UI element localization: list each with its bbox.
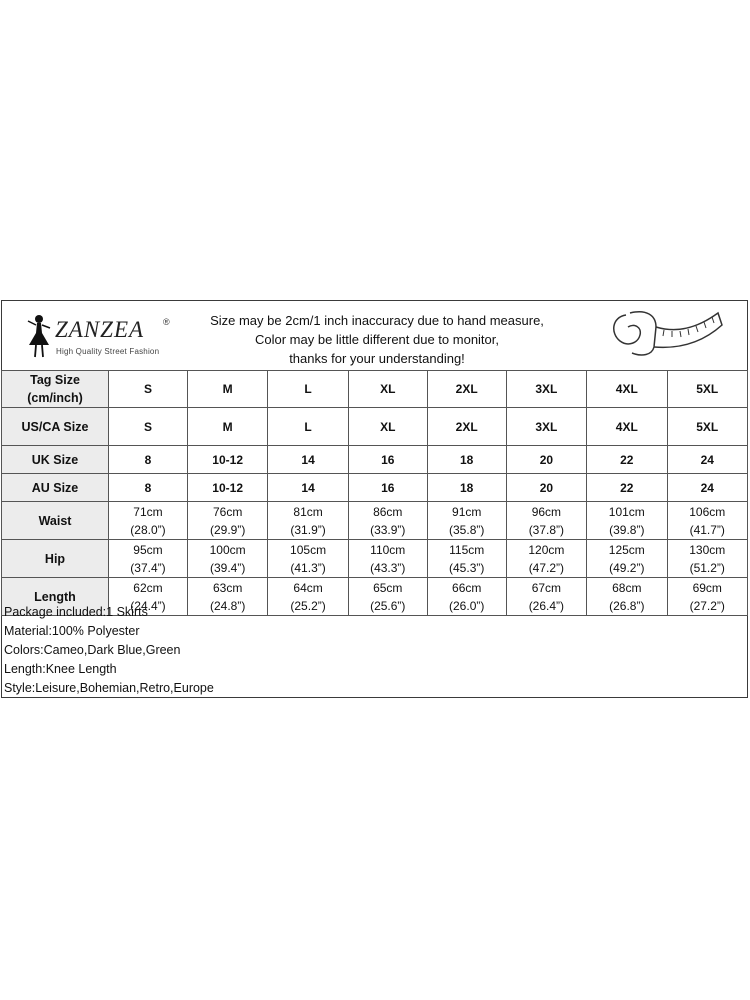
table-cell: 20 (506, 446, 586, 474)
table-row (2, 408, 748, 446)
table-cell: L (268, 371, 348, 408)
table-cell: XL (348, 371, 427, 408)
table-cell: 22 (587, 474, 667, 502)
table-cell: 100cm (39.4”) (187, 540, 267, 578)
table-cell: 10-12 (187, 446, 267, 474)
table-cell: 64cm (25.2”) (268, 578, 348, 616)
table-row (2, 446, 748, 474)
table-row (2, 371, 748, 408)
table-cell: 24 (667, 474, 748, 502)
row-header: UK Size (2, 446, 109, 474)
row-header: US/CA Size (2, 408, 109, 446)
table-cell: S (109, 408, 188, 446)
table-cell: 67cm (26.4”) (506, 578, 586, 616)
table-cell: M (187, 408, 267, 446)
table-cell: 115cm (45.3”) (427, 540, 506, 578)
table-cell: 5XL (667, 408, 748, 446)
table-row (2, 474, 748, 502)
row-header: Length (2, 578, 109, 616)
info-style: Style:Leisure,Bohemian,Retro,Europe (4, 681, 214, 695)
table-cell: 106cm (41.7”) (667, 502, 748, 540)
table-cell: 69cm (27.2”) (667, 578, 748, 616)
table-cell: 2XL (427, 371, 506, 408)
measuring-tape-icon (606, 303, 726, 369)
info-package: Package included:1 Skirts (4, 605, 148, 619)
table-cell: 65cm (25.6”) (348, 578, 427, 616)
row-header: AU Size (2, 474, 109, 502)
table-cell: 10-12 (187, 474, 267, 502)
table-cell: 68cm (26.8”) (587, 578, 667, 616)
table-cell: S (109, 371, 188, 408)
table-cell: 63cm (24.8”) (187, 578, 267, 616)
table-cell: 96cm (37.8”) (506, 502, 586, 540)
table-cell: 24 (667, 446, 748, 474)
table-cell: 16 (348, 446, 427, 474)
table-cell: 110cm (43.3”) (348, 540, 427, 578)
table-cell: 81cm (31.9”) (268, 502, 348, 540)
brand-registered-mark: ® (163, 317, 170, 327)
table-cell: 4XL (587, 408, 667, 446)
table-cell: 130cm (51.2”) (667, 540, 748, 578)
table-cell: 8 (109, 446, 188, 474)
brand-tagline: High Quality Street Fashion (56, 347, 160, 356)
table-cell: 125cm (49.2”) (587, 540, 667, 578)
table-cell: M (187, 371, 267, 408)
table-cell: L (268, 408, 348, 446)
table-cell: 105cm (41.3”) (268, 540, 348, 578)
table-cell: XL (348, 408, 427, 446)
table-cell: 66cm (26.0”) (427, 578, 506, 616)
table-cell: 4XL (587, 371, 667, 408)
row-header: Waist (2, 502, 109, 540)
table-cell: 18 (427, 474, 506, 502)
measurement-notes (177, 311, 577, 368)
note-line: thanks for your understanding! (289, 351, 465, 366)
table-cell: 101cm (39.8”) (587, 502, 667, 540)
table-cell: 22 (587, 446, 667, 474)
table-cell: 14 (268, 474, 348, 502)
info-length: Length:Knee Length (4, 662, 117, 676)
info-colors: Colors:Cameo,Dark Blue,Green (4, 643, 181, 657)
fashion-figure-icon (24, 313, 54, 361)
note-line: Size may be 2cm/1 inch inaccuracy due to hand measure, (210, 313, 544, 328)
table-cell: 62cm (24.4”) (109, 578, 188, 616)
table-cell: 18 (427, 446, 506, 474)
table-cell: 16 (348, 474, 427, 502)
table-cell: 91cm (35.8”) (427, 502, 506, 540)
brand-name: ZANZEA (55, 317, 145, 342)
table-cell: 71cm (28.0”) (109, 502, 188, 540)
product-info (4, 603, 214, 698)
table-cell: 8 (109, 474, 188, 502)
info-material: Material:100% Polyester (4, 624, 140, 638)
table-cell: 120cm (47.2”) (506, 540, 586, 578)
table-cell: 5XL (667, 371, 748, 408)
table-cell: 20 (506, 474, 586, 502)
table-cell: 76cm (29.9”) (187, 502, 267, 540)
table-cell: 2XL (427, 408, 506, 446)
table-row (2, 502, 748, 540)
size-chart-header (2, 301, 747, 371)
table-cell: 95cm (37.4”) (109, 540, 188, 578)
note-line: Color may be little different due to monitor, (255, 332, 499, 347)
table-cell: 14 (268, 446, 348, 474)
table-cell: 3XL (506, 408, 586, 446)
size-chart (1, 300, 748, 698)
table-cell: 3XL (506, 371, 586, 408)
row-header: Tag Size (cm/inch) (2, 371, 109, 408)
row-header: Hip (2, 540, 109, 578)
brand-logo (20, 313, 200, 363)
table-cell: 86cm (33.9”) (348, 502, 427, 540)
table-row (2, 540, 748, 578)
size-table (1, 370, 748, 616)
